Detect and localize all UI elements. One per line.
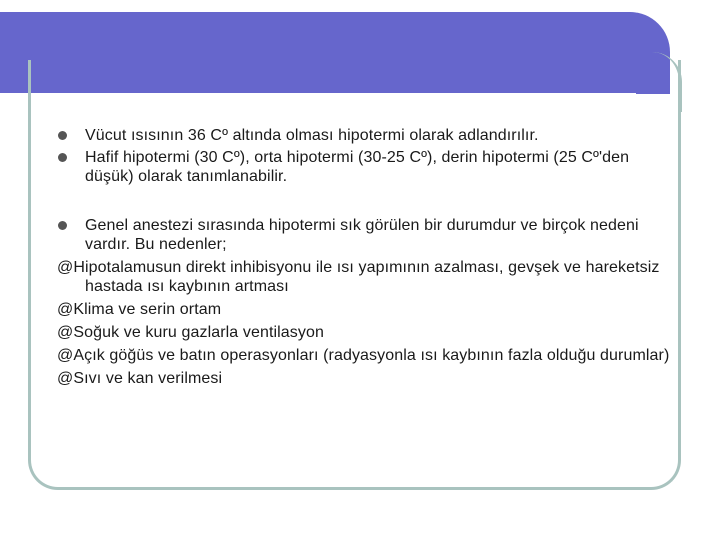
bullet-text: Hafif hipotermi (30 Cº), orta hipotermi (30-25 Cº), derin hipotermi (25 Cº'den düşük) olarak tanımlanabilir. — [85, 149, 630, 185]
causes-list — [57, 258, 677, 388]
bullet-list — [57, 126, 677, 186]
cause-item: @Soğuk ve kuru gazlarla ventilasyon — [57, 324, 324, 341]
bullet-text: Vücut ısısının 36 Cº altında olması hipotermi olarak adlandırılır. — [85, 127, 539, 144]
cause-item: @Açık göğüs ve batın operasyonları (radyasyonla ısı kaybının fazla olduğu durumlar) — [57, 347, 670, 364]
bullet-text: Genel anestezi sırasında hipotermi sık görülen bir durumdur ve birçok nedeni vardır. Bu nedenler; — [85, 217, 639, 253]
spacer — [57, 189, 677, 216]
cause-item: @Hipotalamusun direkt inhibisyonu ile ısı yapımının azalması, gevşek ve hareketsiz hastada ısı kaybının artması — [57, 259, 660, 295]
bullet-dot-icon — [58, 153, 67, 162]
slide-content — [57, 126, 677, 388]
cause-item: @Sıvı ve kan verilmesi — [57, 370, 223, 387]
bullet-dot-icon — [58, 131, 67, 140]
cause-item: @Klima ve serin ortam — [57, 301, 222, 318]
bullet-dot-icon — [58, 221, 67, 230]
bullet-list-anesthesia — [57, 216, 677, 254]
bullet-item-definition — [57, 126, 677, 145]
bullet-item-classification — [57, 148, 677, 186]
bullet-item-anesthesia — [57, 216, 677, 254]
